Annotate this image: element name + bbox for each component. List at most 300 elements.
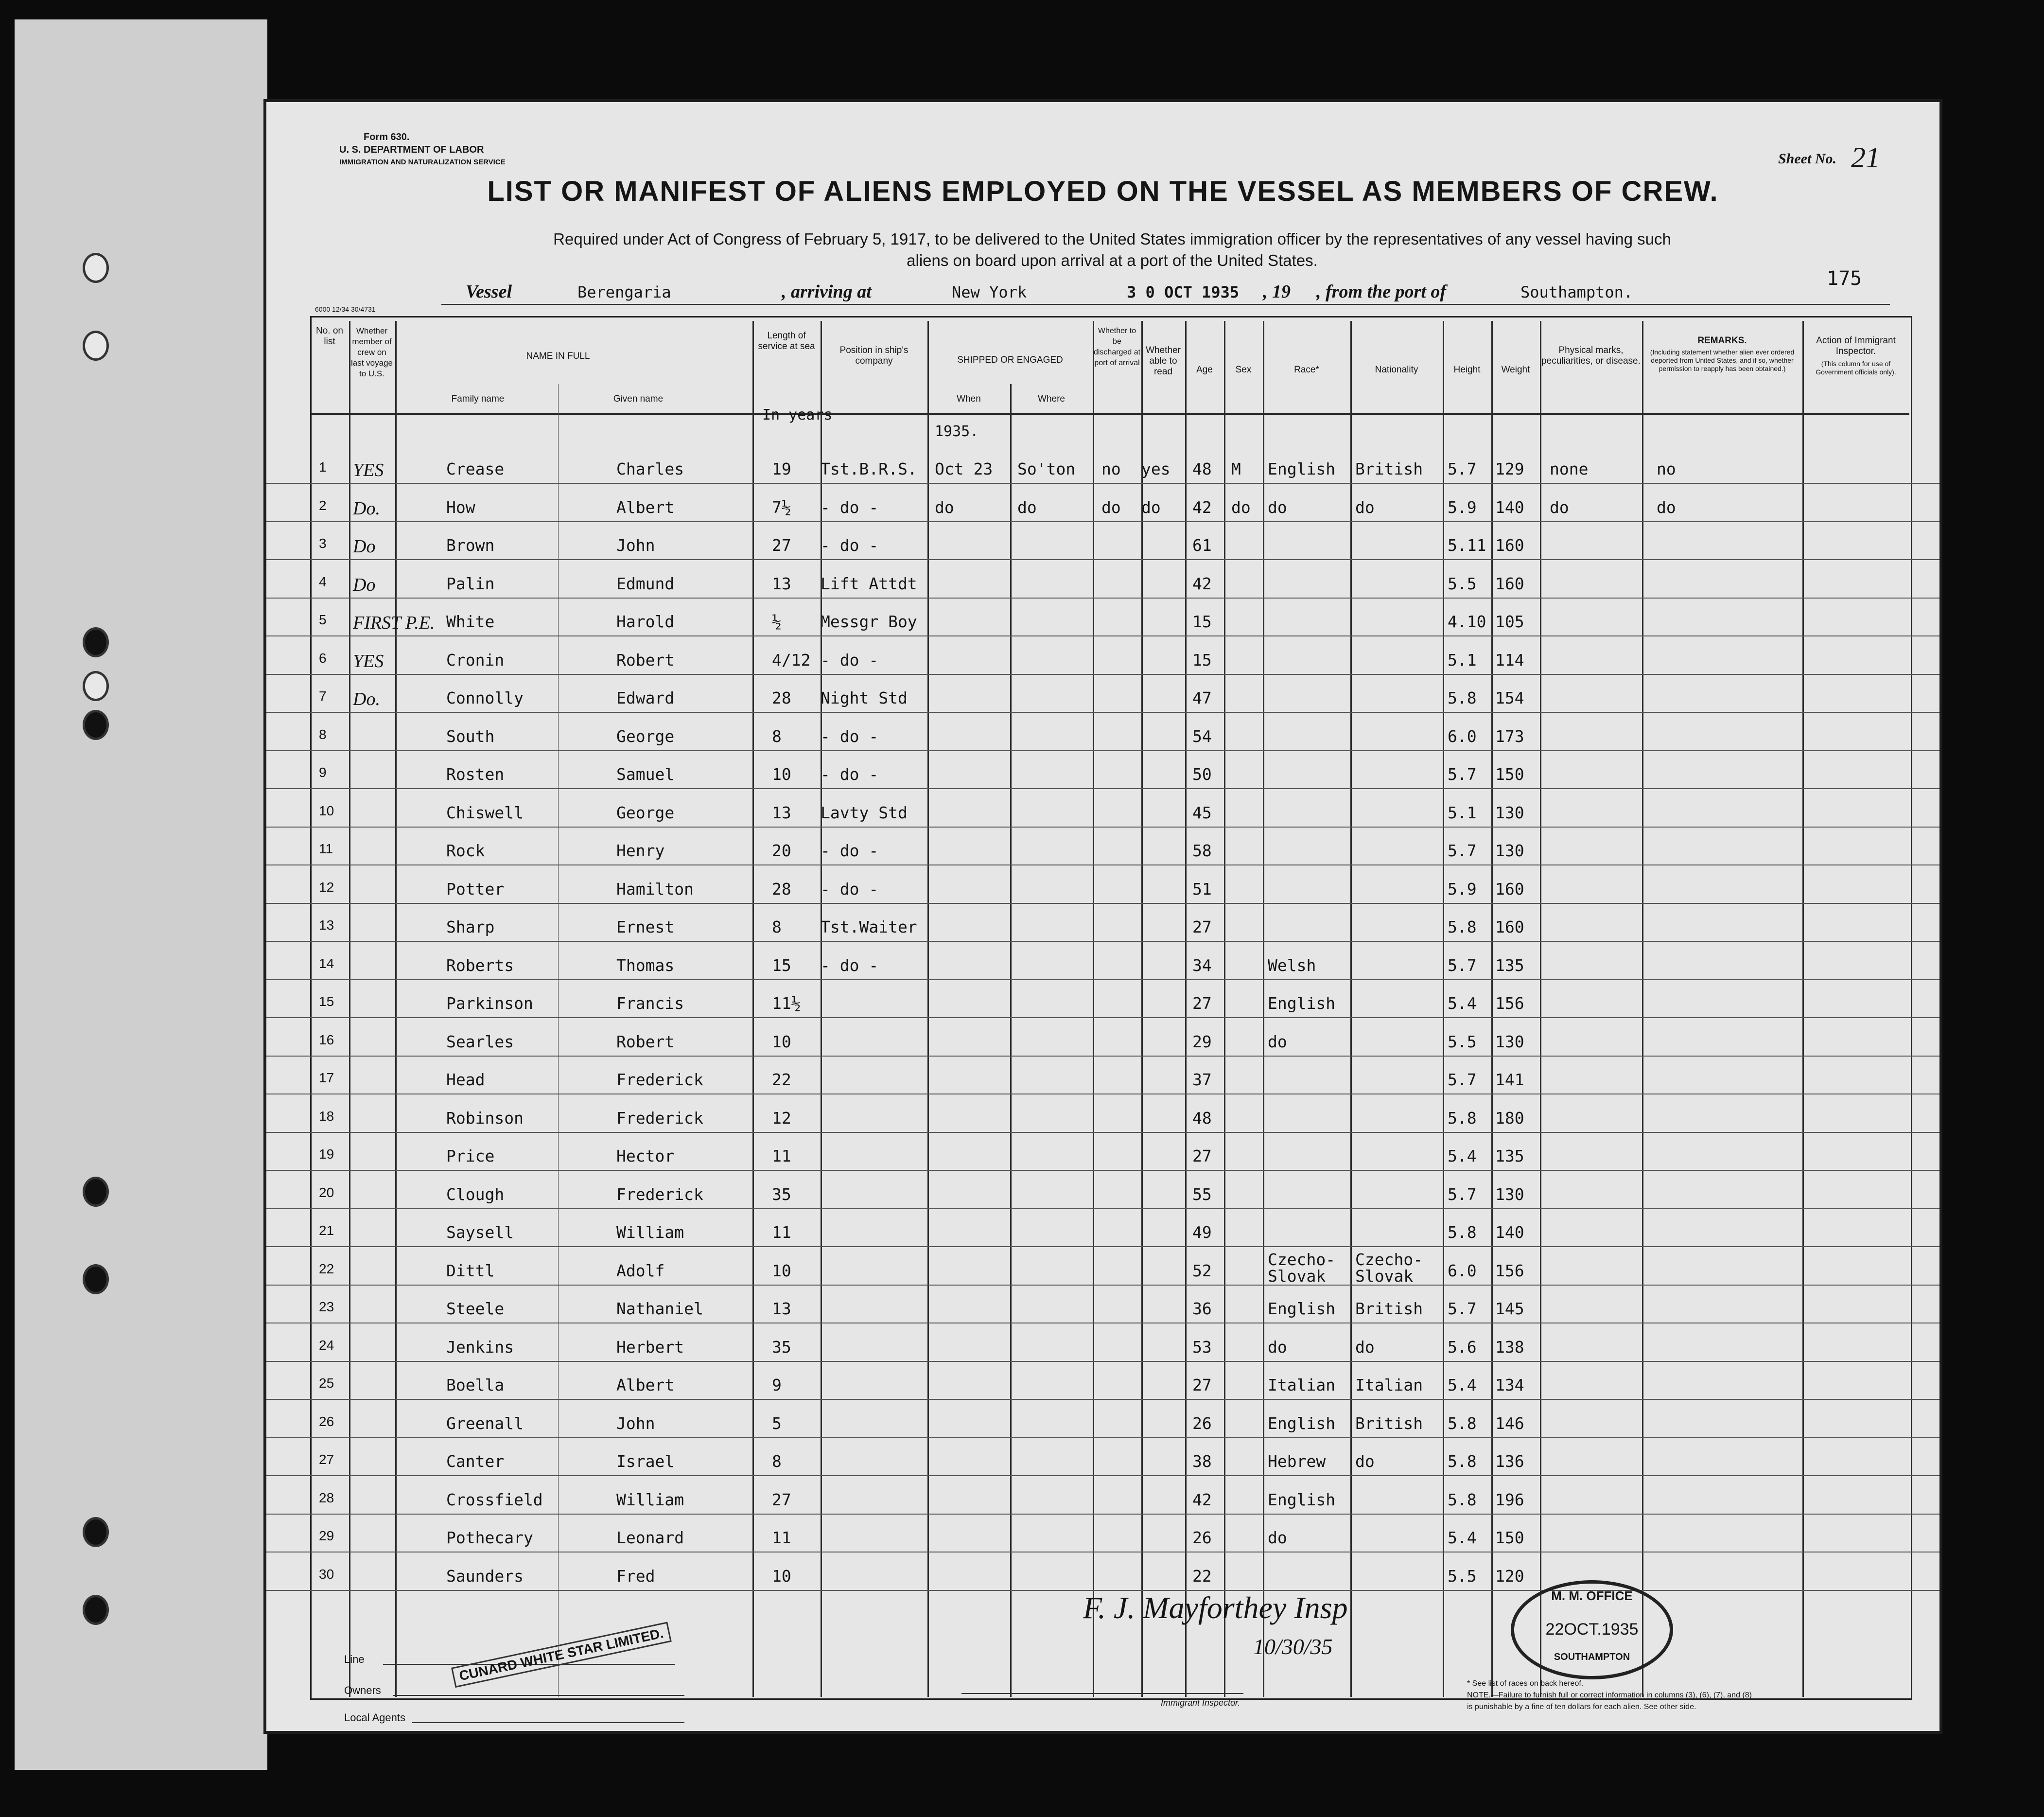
weight: 130 [1495, 1032, 1524, 1051]
shipped-year-note: 1935. [935, 423, 979, 440]
family-name: Brown [446, 536, 495, 555]
given-name: Israel [616, 1452, 675, 1471]
nationality: Italian [1355, 1376, 1423, 1394]
race: Czecho-Slovak [1268, 1250, 1336, 1286]
height: 5.8 [1448, 1452, 1477, 1471]
arrival-date-stamp: 3 0 OCT 1935 [1127, 283, 1240, 301]
age: 54 [1192, 726, 1212, 746]
weight: 150 [1495, 1528, 1524, 1547]
manifest-sheet [266, 102, 1939, 1731]
weight: 114 [1495, 650, 1524, 670]
physical-marks: do [1550, 497, 1569, 517]
column-rule [927, 321, 929, 1697]
arriving-port: New York [952, 283, 1027, 301]
agents-label: Local Agents [344, 1711, 405, 1724]
length-of-service: 8 [772, 917, 782, 936]
column-rule [1540, 321, 1541, 1697]
given-name: George [616, 726, 675, 746]
age: 27 [1192, 994, 1212, 1013]
column-rule [1010, 384, 1012, 1697]
discharged-at-port: do [1101, 497, 1121, 517]
height: 5.8 [1448, 917, 1477, 936]
age: 42 [1192, 574, 1212, 593]
stamp-bottom-text: SOUTHAMPTON [1554, 1652, 1630, 1662]
header-rule [310, 413, 1909, 415]
ship-position: Tst.B.R.S. [821, 459, 917, 478]
col-header-given: Given name [613, 394, 664, 404]
row-rule [266, 712, 1939, 713]
ship-position: - do - [821, 726, 879, 746]
punch-hole [83, 1517, 109, 1547]
subtitle-line-1: Required under Act of Congress of February 5, 1917, to be delivered to the United States immigration officer by the representatives of any vessel having such [553, 230, 1671, 248]
col-header-marks: Physical marks, peculiarities, or disease. [1541, 345, 1641, 366]
weight: 105 [1495, 612, 1524, 631]
age: 36 [1192, 1299, 1212, 1318]
age: 37 [1192, 1070, 1212, 1089]
height: 5.5 [1448, 1566, 1477, 1586]
weight: 150 [1495, 765, 1524, 784]
nationality: British [1355, 1299, 1423, 1318]
family-name: Sharp [446, 917, 495, 936]
weight: 156 [1495, 994, 1524, 1013]
given-name: Thomas [616, 955, 675, 975]
height: 5.5 [1448, 574, 1477, 593]
punch-hole [83, 1264, 109, 1294]
row-rule [266, 864, 1939, 865]
office-stamp [1511, 1580, 1673, 1679]
col-header-age: Age [1196, 365, 1213, 375]
ship-position: Tst.Waiter [821, 917, 917, 936]
race: English [1268, 1299, 1336, 1318]
weight: 130 [1495, 803, 1524, 822]
height: 5.11 [1448, 536, 1486, 555]
crew-last-voyage: YES [353, 460, 384, 480]
length-of-service: 28 [772, 879, 791, 899]
col-header-shipped: SHIPPED OR ENGAGED [957, 355, 1063, 365]
service-name: IMMIGRATION AND NATURALIZATION SERVICE [339, 158, 506, 166]
weight: 138 [1495, 1337, 1524, 1357]
family-name: Palin [446, 574, 495, 593]
height: 5.5 [1448, 1032, 1477, 1051]
col-header-when: When [957, 394, 981, 404]
nationality: British [1355, 1413, 1423, 1433]
row-rule [266, 827, 1939, 828]
height: 5.4 [1448, 1528, 1477, 1547]
col-header-nationality: Nationality [1375, 365, 1418, 375]
weight: 156 [1495, 1261, 1524, 1280]
vessel-name: Berengaria [577, 283, 671, 301]
race-footnote: * See list of races on back hereof. [1467, 1679, 1584, 1688]
given-name: Fred [616, 1566, 655, 1586]
age: 48 [1192, 459, 1212, 478]
row-number: 17 [319, 1070, 334, 1085]
crew-last-voyage: Do. [353, 689, 380, 709]
row-number: 14 [319, 955, 334, 971]
owners-label: Owners [344, 1684, 381, 1696]
race: do [1268, 1337, 1287, 1357]
family-name: Chiswell [446, 803, 524, 822]
col-header-position: Position in ship's company [839, 345, 908, 366]
discharged-at-port: no [1101, 459, 1121, 478]
given-name: Charles [616, 459, 684, 478]
given-name: Hamilton [616, 879, 694, 899]
given-name: Samuel [616, 765, 675, 784]
race: do [1268, 1032, 1287, 1051]
height: 5.7 [1448, 841, 1477, 860]
row-rule [266, 598, 1939, 599]
vessel-label: Vessel [466, 282, 512, 302]
height: 5.7 [1448, 955, 1477, 975]
penalty-note-1: NOTE.—Failure to furnish full or correct information in columns (3), (6), (7), and (8) [1467, 1691, 1752, 1699]
family-name: Connolly [446, 688, 524, 707]
weight: 180 [1495, 1108, 1524, 1128]
given-name: William [616, 1490, 684, 1509]
inspector-label: Immigrant Inspector. [1161, 1698, 1240, 1708]
col-header-action: Action of Immigrant Inspector. [1816, 335, 1896, 356]
length-of-service: 20 [772, 841, 791, 860]
age: 47 [1192, 688, 1212, 707]
row-rule [266, 788, 1939, 789]
age: 27 [1192, 1147, 1212, 1165]
race: do [1268, 497, 1287, 517]
given-name: Frederick [616, 1108, 703, 1128]
weight: 154 [1495, 688, 1524, 707]
col-header-read: Whether able to read [1146, 345, 1181, 377]
age: 29 [1192, 1032, 1212, 1051]
family-name: Canter [446, 1452, 505, 1471]
weight: 129 [1495, 459, 1524, 478]
weight: 141 [1495, 1070, 1524, 1089]
height: 5.1 [1448, 803, 1477, 822]
column-rule [1141, 321, 1143, 1697]
stamp-date: 22OCT.1935 [1545, 1620, 1639, 1639]
row-rule [266, 1285, 1939, 1286]
physical-marks: none [1550, 459, 1589, 478]
weight: 130 [1495, 841, 1524, 860]
height: 5.4 [1448, 994, 1477, 1013]
arriving-label: , arriving at [782, 282, 872, 302]
race: English [1268, 459, 1336, 478]
race: English [1268, 1413, 1336, 1433]
row-rule [266, 1437, 1939, 1438]
crew-last-voyage: Do [353, 574, 376, 595]
row-rule [266, 559, 1939, 560]
nationality: Czecho-Slovak [1355, 1250, 1423, 1286]
agents-underline [412, 1722, 684, 1723]
col-header-service: Length of service at sea [758, 331, 815, 352]
row-rule [266, 1208, 1939, 1209]
given-name: Adolf [616, 1261, 665, 1280]
row-rule [266, 521, 1939, 522]
height: 4.10 [1448, 612, 1486, 631]
age: 22 [1192, 1566, 1212, 1586]
age: 53 [1192, 1337, 1212, 1357]
from-port-label: , from the port of [1316, 282, 1447, 302]
row-number: 13 [319, 917, 334, 933]
family-name: Crossfield [446, 1490, 543, 1509]
length-of-service: 27 [772, 536, 791, 555]
height: 5.8 [1448, 688, 1477, 707]
crew-last-voyage: FIRST P.E. [353, 613, 435, 633]
row-rule [266, 483, 1939, 484]
row-rule [266, 1132, 1939, 1133]
family-name: Rosten [446, 765, 505, 784]
race: English [1268, 1490, 1336, 1509]
row-number: 20 [319, 1184, 334, 1200]
row-rule [266, 1361, 1939, 1362]
col-header-remarks-note: (Including statement whether alien ever ordered deported from United States, and if so, whether permission to reapply has been obtained.) [1650, 348, 1795, 372]
ship-position: Messgr Boy [821, 612, 917, 631]
length-of-service: 28 [772, 688, 791, 707]
height: 5.6 [1448, 1337, 1477, 1357]
crew-last-voyage: Do. [353, 498, 380, 519]
shipped-when: Oct 23 [935, 459, 993, 478]
row-number: 23 [319, 1299, 334, 1314]
vessel-underline [441, 304, 1890, 305]
row-number: 5 [319, 612, 327, 627]
ship-position: - do - [821, 536, 879, 555]
col-header-weight: Weight [1501, 365, 1530, 375]
given-name: Nathaniel [616, 1299, 703, 1318]
row-rule [266, 635, 1939, 636]
shipped-where: do [1017, 497, 1037, 517]
age: 51 [1192, 879, 1212, 899]
able-to-read: yes [1141, 459, 1170, 478]
nationality: British [1355, 459, 1423, 478]
column-rule [1350, 321, 1352, 1697]
row-number: 21 [319, 1223, 334, 1238]
ship-position: - do - [821, 841, 879, 860]
sex: M [1231, 459, 1241, 478]
row-number: 15 [319, 994, 334, 1009]
length-of-service: 10 [772, 765, 791, 784]
length-of-service: 5 [772, 1413, 782, 1433]
family-name: Rock [446, 841, 485, 860]
race: English [1268, 994, 1336, 1013]
weight: 196 [1495, 1490, 1524, 1509]
family-name: Robinson [446, 1108, 524, 1128]
col-header-sex: Sex [1235, 365, 1252, 375]
row-number: 11 [319, 841, 333, 856]
length-of-service: 12 [772, 1108, 791, 1128]
row-number: 3 [319, 536, 327, 551]
subtitle-line-2: aliens on board upon arrival at a port of the United States. [907, 251, 1318, 269]
length-of-service: 27 [772, 1490, 791, 1509]
length-of-service: 11 [772, 1223, 791, 1242]
col-header-remarks: REMARKS. [1697, 335, 1747, 346]
given-name: Frederick [616, 1070, 703, 1089]
department-name: U. S. DEPARTMENT OF LABOR [339, 144, 484, 155]
height: 5.1 [1448, 650, 1477, 670]
sex: do [1231, 497, 1251, 517]
height: 5.4 [1448, 1376, 1477, 1394]
row-number: 7 [319, 688, 327, 704]
given-name: Albert [616, 497, 675, 517]
family-name: Clough [446, 1184, 505, 1204]
print-code: 6000 12/34 30/4731 [315, 305, 376, 313]
line-label: Line [344, 1653, 365, 1665]
nationality: do [1355, 1452, 1375, 1471]
row-rule [266, 1170, 1939, 1171]
binder-backing [15, 19, 267, 1770]
height: 5.7 [1448, 765, 1477, 784]
age: 42 [1192, 1490, 1212, 1509]
given-name: Ernest [616, 917, 675, 936]
weight: 160 [1495, 917, 1524, 936]
row-number: 6 [319, 650, 327, 666]
given-name: George [616, 803, 675, 822]
row-rule [266, 1399, 1939, 1400]
family-name: Pothecary [446, 1528, 533, 1547]
col-header-discharged: Whether to be discharged at port of arrival [1093, 327, 1141, 367]
length-of-service: 11 [772, 1528, 791, 1547]
remarks: no [1657, 459, 1676, 478]
length-of-service: 22 [772, 1070, 791, 1089]
punch-hole [83, 710, 109, 740]
height: 5.7 [1448, 1070, 1477, 1089]
punch-hole [83, 1177, 109, 1207]
family-name: Price [446, 1147, 495, 1165]
given-name: Leonard [616, 1528, 684, 1547]
given-name: John [616, 1413, 655, 1433]
height: 6.0 [1448, 726, 1477, 746]
race: Welsh [1268, 955, 1316, 975]
crew-last-voyage: YES [353, 651, 384, 671]
column-rule [395, 321, 397, 1697]
length-of-service: 15 [772, 955, 791, 975]
age: 50 [1192, 765, 1212, 784]
column-rule [558, 384, 559, 1697]
col-header-crew: Whether member of crew on last voyage to U.S. [351, 326, 393, 378]
page-title: LIST OR MANIFEST OF ALIENS EMPLOYED ON THE VESSEL AS MEMBERS OF CREW. [487, 176, 1719, 207]
col-header-name: NAME IN FULL [526, 351, 590, 361]
weight: 130 [1495, 1184, 1524, 1204]
family-name: Roberts [446, 955, 514, 975]
row-rule [266, 750, 1939, 751]
row-rule [266, 903, 1939, 904]
height: 5.9 [1448, 879, 1477, 899]
column-rule [821, 321, 822, 1697]
ship-position: Night Std [821, 688, 908, 707]
row-rule [266, 1017, 1939, 1018]
row-rule [266, 1475, 1939, 1476]
age: 27 [1192, 1376, 1212, 1394]
service-unit-note: In years [762, 406, 833, 423]
given-name: Edmund [616, 574, 675, 593]
column-rule [752, 321, 754, 1697]
weight: 173 [1495, 726, 1524, 746]
column-rule [1802, 321, 1804, 1697]
length-of-service: 11 [772, 1147, 791, 1165]
height: 5.8 [1448, 1108, 1477, 1128]
ship-position: - do - [821, 879, 879, 899]
length-of-service: 19 [772, 459, 791, 478]
length-of-service: 8 [772, 1452, 782, 1471]
given-name: Henry [616, 841, 665, 860]
age: 34 [1192, 955, 1212, 975]
weight: 145 [1495, 1299, 1524, 1318]
punch-hole [83, 671, 109, 701]
age: 26 [1192, 1413, 1212, 1433]
length-of-service: 10 [772, 1032, 791, 1051]
row-number: 29 [319, 1528, 334, 1543]
age: 49 [1192, 1223, 1212, 1242]
row-number: 27 [319, 1452, 334, 1467]
row-rule [266, 1514, 1939, 1515]
race: do [1268, 1528, 1287, 1547]
weight: 135 [1495, 1147, 1524, 1165]
given-name: Hector [616, 1147, 675, 1165]
stamp-top-text: M. M. OFFICE [1551, 1588, 1633, 1603]
age: 45 [1192, 803, 1212, 822]
age: 26 [1192, 1528, 1212, 1547]
weight: 146 [1495, 1413, 1524, 1433]
age: 27 [1192, 917, 1212, 936]
punch-hole [83, 1595, 109, 1625]
race: Hebrew [1268, 1452, 1326, 1471]
ship-position: - do - [821, 955, 879, 975]
punch-hole [83, 331, 109, 361]
year-label: , 19 [1263, 282, 1291, 302]
remarks: do [1657, 497, 1676, 517]
family-name: Boella [446, 1376, 505, 1394]
length-of-service: 10 [772, 1566, 791, 1586]
column-rule [1224, 321, 1225, 1697]
crew-last-voyage: Do [353, 536, 376, 557]
row-rule [266, 979, 1939, 980]
ship-position: Lift Attdt [821, 574, 917, 593]
length-of-service: 13 [772, 574, 791, 593]
length-of-service: 13 [772, 1299, 791, 1318]
table-frame [310, 316, 1912, 1700]
length-of-service: 35 [772, 1184, 791, 1204]
family-name: How [446, 497, 475, 517]
col-header-family: Family name [451, 394, 505, 404]
sheet-label: Sheet No. [1778, 151, 1836, 167]
nationality: do [1355, 1337, 1375, 1357]
column-rule [1185, 321, 1187, 1697]
from-port: Southampton. [1520, 283, 1633, 301]
row-number: 12 [319, 879, 334, 895]
length-of-service: 7½ [772, 497, 791, 517]
given-name: William [616, 1223, 684, 1242]
family-name: South [446, 726, 495, 746]
age: 55 [1192, 1184, 1212, 1204]
row-number: 22 [319, 1261, 334, 1276]
page-number: 175 [1827, 267, 1862, 290]
height: 6.0 [1448, 1261, 1477, 1280]
row-number: 10 [319, 803, 334, 818]
column-rule [1642, 321, 1643, 1697]
family-name: Steele [446, 1299, 505, 1318]
weight: 135 [1495, 955, 1524, 975]
column-rule [1093, 321, 1094, 1697]
col-header-race: Race* [1294, 365, 1319, 375]
height: 5.7 [1448, 459, 1477, 478]
given-name: Edward [616, 688, 675, 707]
age: 42 [1192, 497, 1212, 517]
family-name: Crease [446, 459, 505, 478]
weight: 140 [1495, 1223, 1524, 1242]
row-number: 9 [319, 765, 327, 780]
length-of-service: 13 [772, 803, 791, 822]
family-name: Jenkins [446, 1337, 514, 1357]
weight: 134 [1495, 1376, 1524, 1394]
column-rule [349, 321, 350, 1697]
age: 58 [1192, 841, 1212, 860]
given-name: Herbert [616, 1337, 684, 1357]
height: 5.9 [1448, 497, 1477, 517]
